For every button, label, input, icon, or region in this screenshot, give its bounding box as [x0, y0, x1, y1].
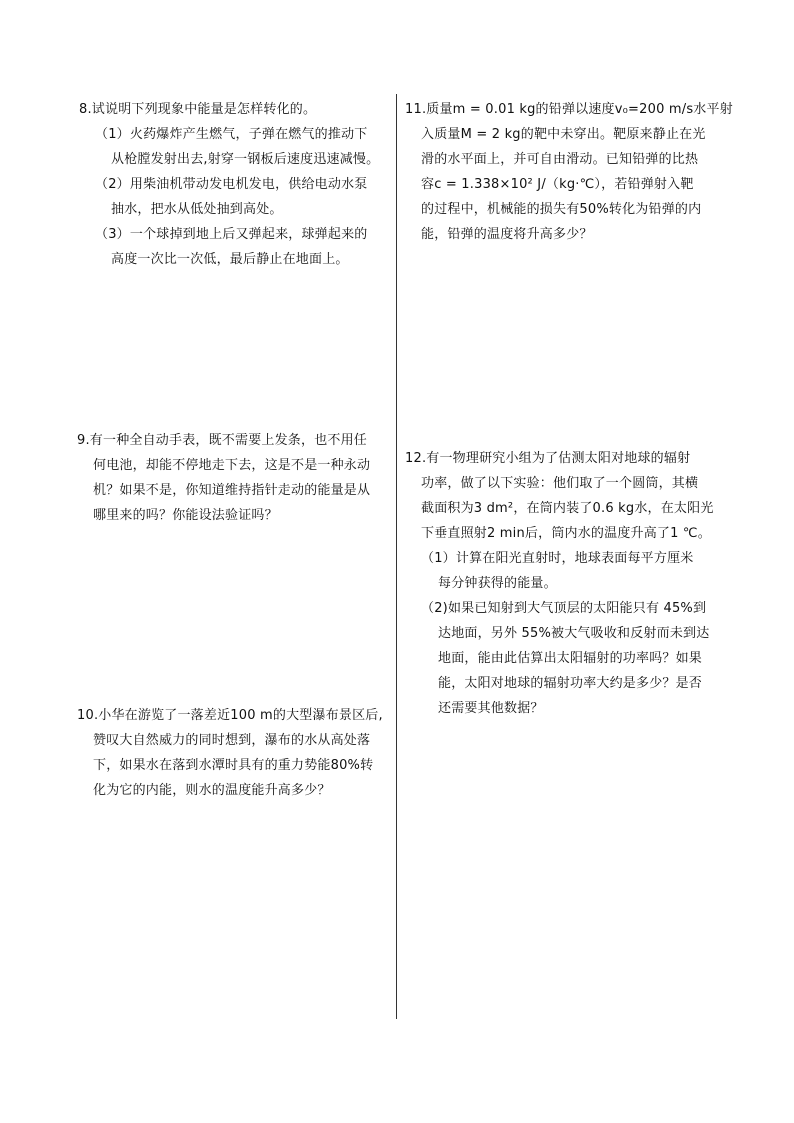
question-8-part-3: （3）一个球掉到地上后又弹起来，球弹起来的 [95, 227, 368, 242]
question-12-part-1-cont: 每分钟获得的能量。 [438, 576, 557, 591]
question-12-line-4: 下垂直照射2 min后，筒内水的温度升高了1 ℃。 [421, 526, 711, 541]
question-12-line-3: 截面积为3 dm²，在筒内装了0.6 kg水，在太阳光 [421, 501, 714, 516]
question-8-part-1-cont: 从枪膛发射出去,射穿一钢板后速度迅速减慢。 [111, 152, 380, 167]
question-12-line-2: 功率，做了以下实验：他们取了一个圆筒，其横 [421, 476, 699, 491]
question-12-part-2-cont-2: 地面，能由此估算出太阳辐射的功率吗？如果 [438, 651, 703, 666]
question-9-line-4: 哪里来的吗？你能设法验证吗？ [93, 508, 278, 523]
question-11-line-4: 容c = 1.338×10² J/（kg·℃），若铅弹射入靶 [421, 177, 694, 192]
question-9-line-1: 9.有一种全自动手表，既不需要上发条，也不用任 [77, 433, 368, 448]
question-8-part-2: （2）用柴油机带动发电机发电，供给电动水泵 [95, 177, 368, 192]
question-10-line-4: 化为它的内能，则水的温度能升高多少？ [93, 783, 331, 798]
column-divider [396, 94, 397, 1019]
question-10-line-3: 下，如果水在落到水潭时具有的重力势能80%转 [93, 758, 374, 773]
question-12-part-2-cont-1: 达地面，另外 55%被大气吸收和反射而未到达 [438, 626, 710, 641]
question-10 [77, 703, 383, 803]
question-9 [77, 428, 370, 528]
question-11-line-1: 11.质量m = 0.01 kg的铅弹以速度v₀=200 m/s水平射 [405, 102, 733, 117]
question-9-line-2: 何电池，却能不停地走下去，这是不是一种永动 [93, 458, 371, 473]
question-12-part-2-cont-3: 能，太阳对地球的辐射功率大约是多少？是否 [438, 676, 703, 691]
question-11-line-2: 入质量M = 2 kg的靶中未穿出。靶原来静止在光 [421, 127, 706, 142]
question-11 [405, 97, 733, 247]
question-8 [79, 97, 379, 272]
question-12-part-1: （1）计算在阳光直射时，地球表面每平方厘米 [421, 551, 694, 566]
question-9-line-3: 机？如果不是，你知道维持指针走动的能量是从 [93, 483, 371, 498]
question-12-part-2: （2)如果已知射到大气顶层的太阳能只有 45%到 [421, 601, 707, 616]
question-10-line-1: 10.小华在游览了一落差近100 m的大型瀑布景区后, [77, 708, 383, 723]
question-11-line-5: 的过程中，机械能的损失有50%转化为铅弹的内 [421, 202, 702, 217]
question-10-line-2: 赞叹大自然威力的同时想到，瀑布的水从高处落 [93, 733, 371, 748]
question-11-line-6: 能，铅弹的温度将升高多少？ [421, 227, 593, 242]
question-12 [405, 446, 714, 721]
question-12-part-2-cont-4: 还需要其他数据？ [438, 701, 544, 716]
question-8-part-3-cont: 高度一次比一次低，最后静止在地面上。 [111, 252, 349, 267]
question-11-line-3: 滑的水平面上，并可自由滑动。已知铅弹的比热 [421, 152, 699, 167]
question-8-part-1: （1）火药爆炸产生燃气，子弹在燃气的推动下 [95, 127, 368, 142]
question-8-stem: 8.试说明下列现象中能量是怎样转化的。 [79, 102, 317, 117]
question-12-line-1: 12.有一物理研究小组为了估测太阳对地球的辐射 [405, 451, 691, 466]
question-8-part-2-cont: 抽水，把水从低处抽到高处。 [111, 202, 283, 217]
